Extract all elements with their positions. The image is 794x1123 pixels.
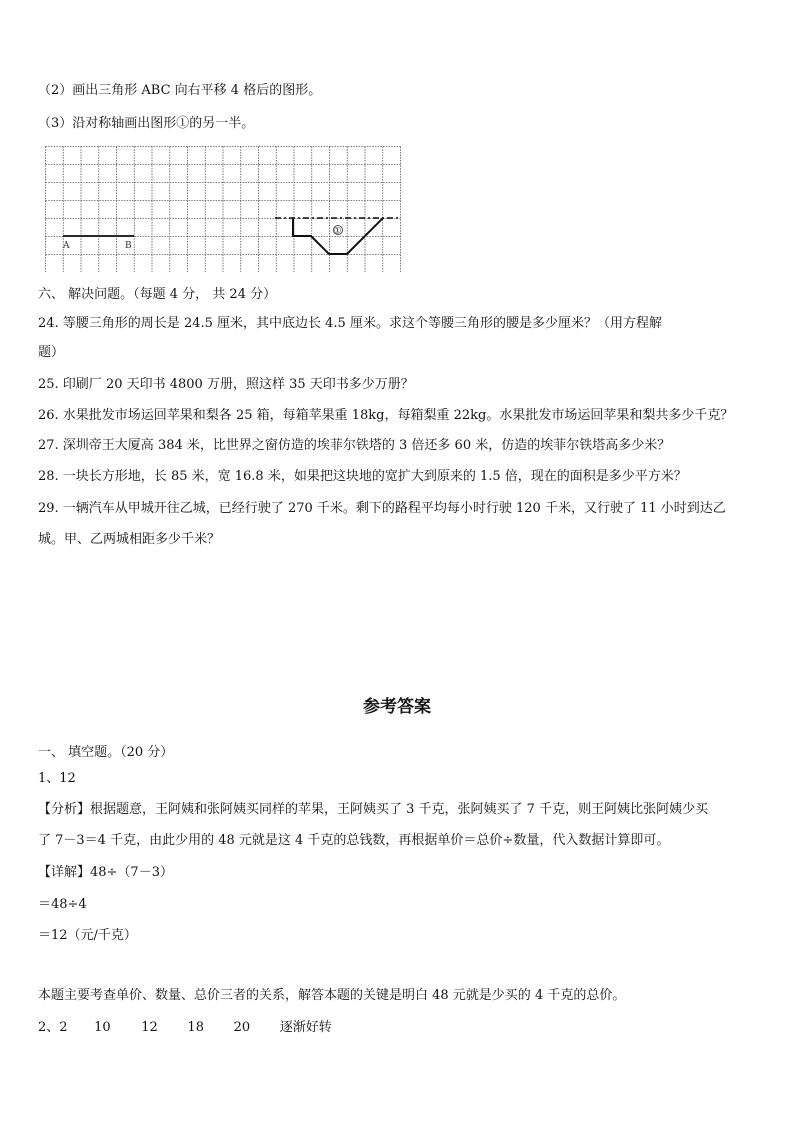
question-28: 28. 一块长方形地，长 85 米，宽 16.8 米，如果把这块地的宽扩大到原来的 1.5 倍，现在的面积是多少平方米？ [38,469,687,484]
answer-1: 1、12 [38,771,76,786]
question-2-instruction: （2）画出三角形 ABC 向右平移 4 格后的图形。 [38,83,322,98]
analysis-line2: 了 7－3＝4 千克，由此少用的 48 元就是这 4 千克的总钱数，再根据单价＝总价÷数量，代入数据计算即可。 [38,833,670,848]
section-6-heading: 六、 解决问题。（每题 4 分， 共 24 分） [38,287,277,302]
answer-2-row [38,1020,332,1036]
question-29-line1: 29. 一辆汽车从甲城开往乙城，已经行驶了 270 千米。剩下的路程平均每小时行驶 120 千米，又行驶了 11 小时到达乙 [38,501,726,516]
detail-line1: 【详解】48÷（7－3） [38,865,173,880]
answer-2-item: 10 [94,1020,111,1035]
answer-2-item: 20 [233,1020,251,1035]
label-a: A [63,241,70,251]
label-b: B [125,241,132,251]
answer-summary: 本题主要考查单价、数量、总价三者的关系，解答本题的关键是明白 48 元就是少买的 4 千克的总价。 [38,988,626,1003]
analysis-line1: 【分析】根据题意，王阿姨和张阿姨买同样的苹果，王阿姨买了 3 千克，张阿姨买了 7 千克，则王阿姨比张阿姨少买 [38,802,709,817]
question-25: 25. 印刷厂 20 天印书 4800 万册，照这样 35 天印书多少万册？ [38,377,414,392]
answer-2-item: 逐渐好转 [279,1020,332,1035]
answers-title: 参考答案 [363,697,431,717]
answers-section-1-heading: 一、 填空题。（20 分） [38,745,174,760]
question-26: 26. 水果批发市场运回苹果和梨各 25 箱，每箱苹果重 18kg，每箱梨重 22kg。水果批发市场运回苹果和梨共多少千克？ [38,408,734,423]
answer-2-item: 2、2 [38,1020,68,1035]
grid-figure [45,146,401,272]
question-29-line2: 城。甲、乙两城相距多少千米？ [38,532,221,547]
answer-2-item: 18 [187,1020,204,1035]
detail-line3: ＝12（元/千克） [38,928,137,943]
label-circle-one: ① [333,226,342,237]
question-27: 27. 深圳帝王大厦高 384 米，比世界之窗仿造的埃菲尔铁塔的 3 倍还多 60 米，仿造的埃菲尔铁塔高多少米？ [38,438,671,453]
question-3-instruction: （3）沿对称轴画出图形①的另一半。 [38,116,255,131]
answer-2-item: 12 [141,1020,158,1035]
question-24-line1: 24. 等腰三角形的周长是 24.5 厘米，其中底边长 4.5 厘米。求这个等腰三角形的腰是多少厘米？（用方程解 [38,316,662,331]
detail-line2: ＝48÷4 [38,897,87,912]
question-24-line2: 题） [38,345,65,360]
